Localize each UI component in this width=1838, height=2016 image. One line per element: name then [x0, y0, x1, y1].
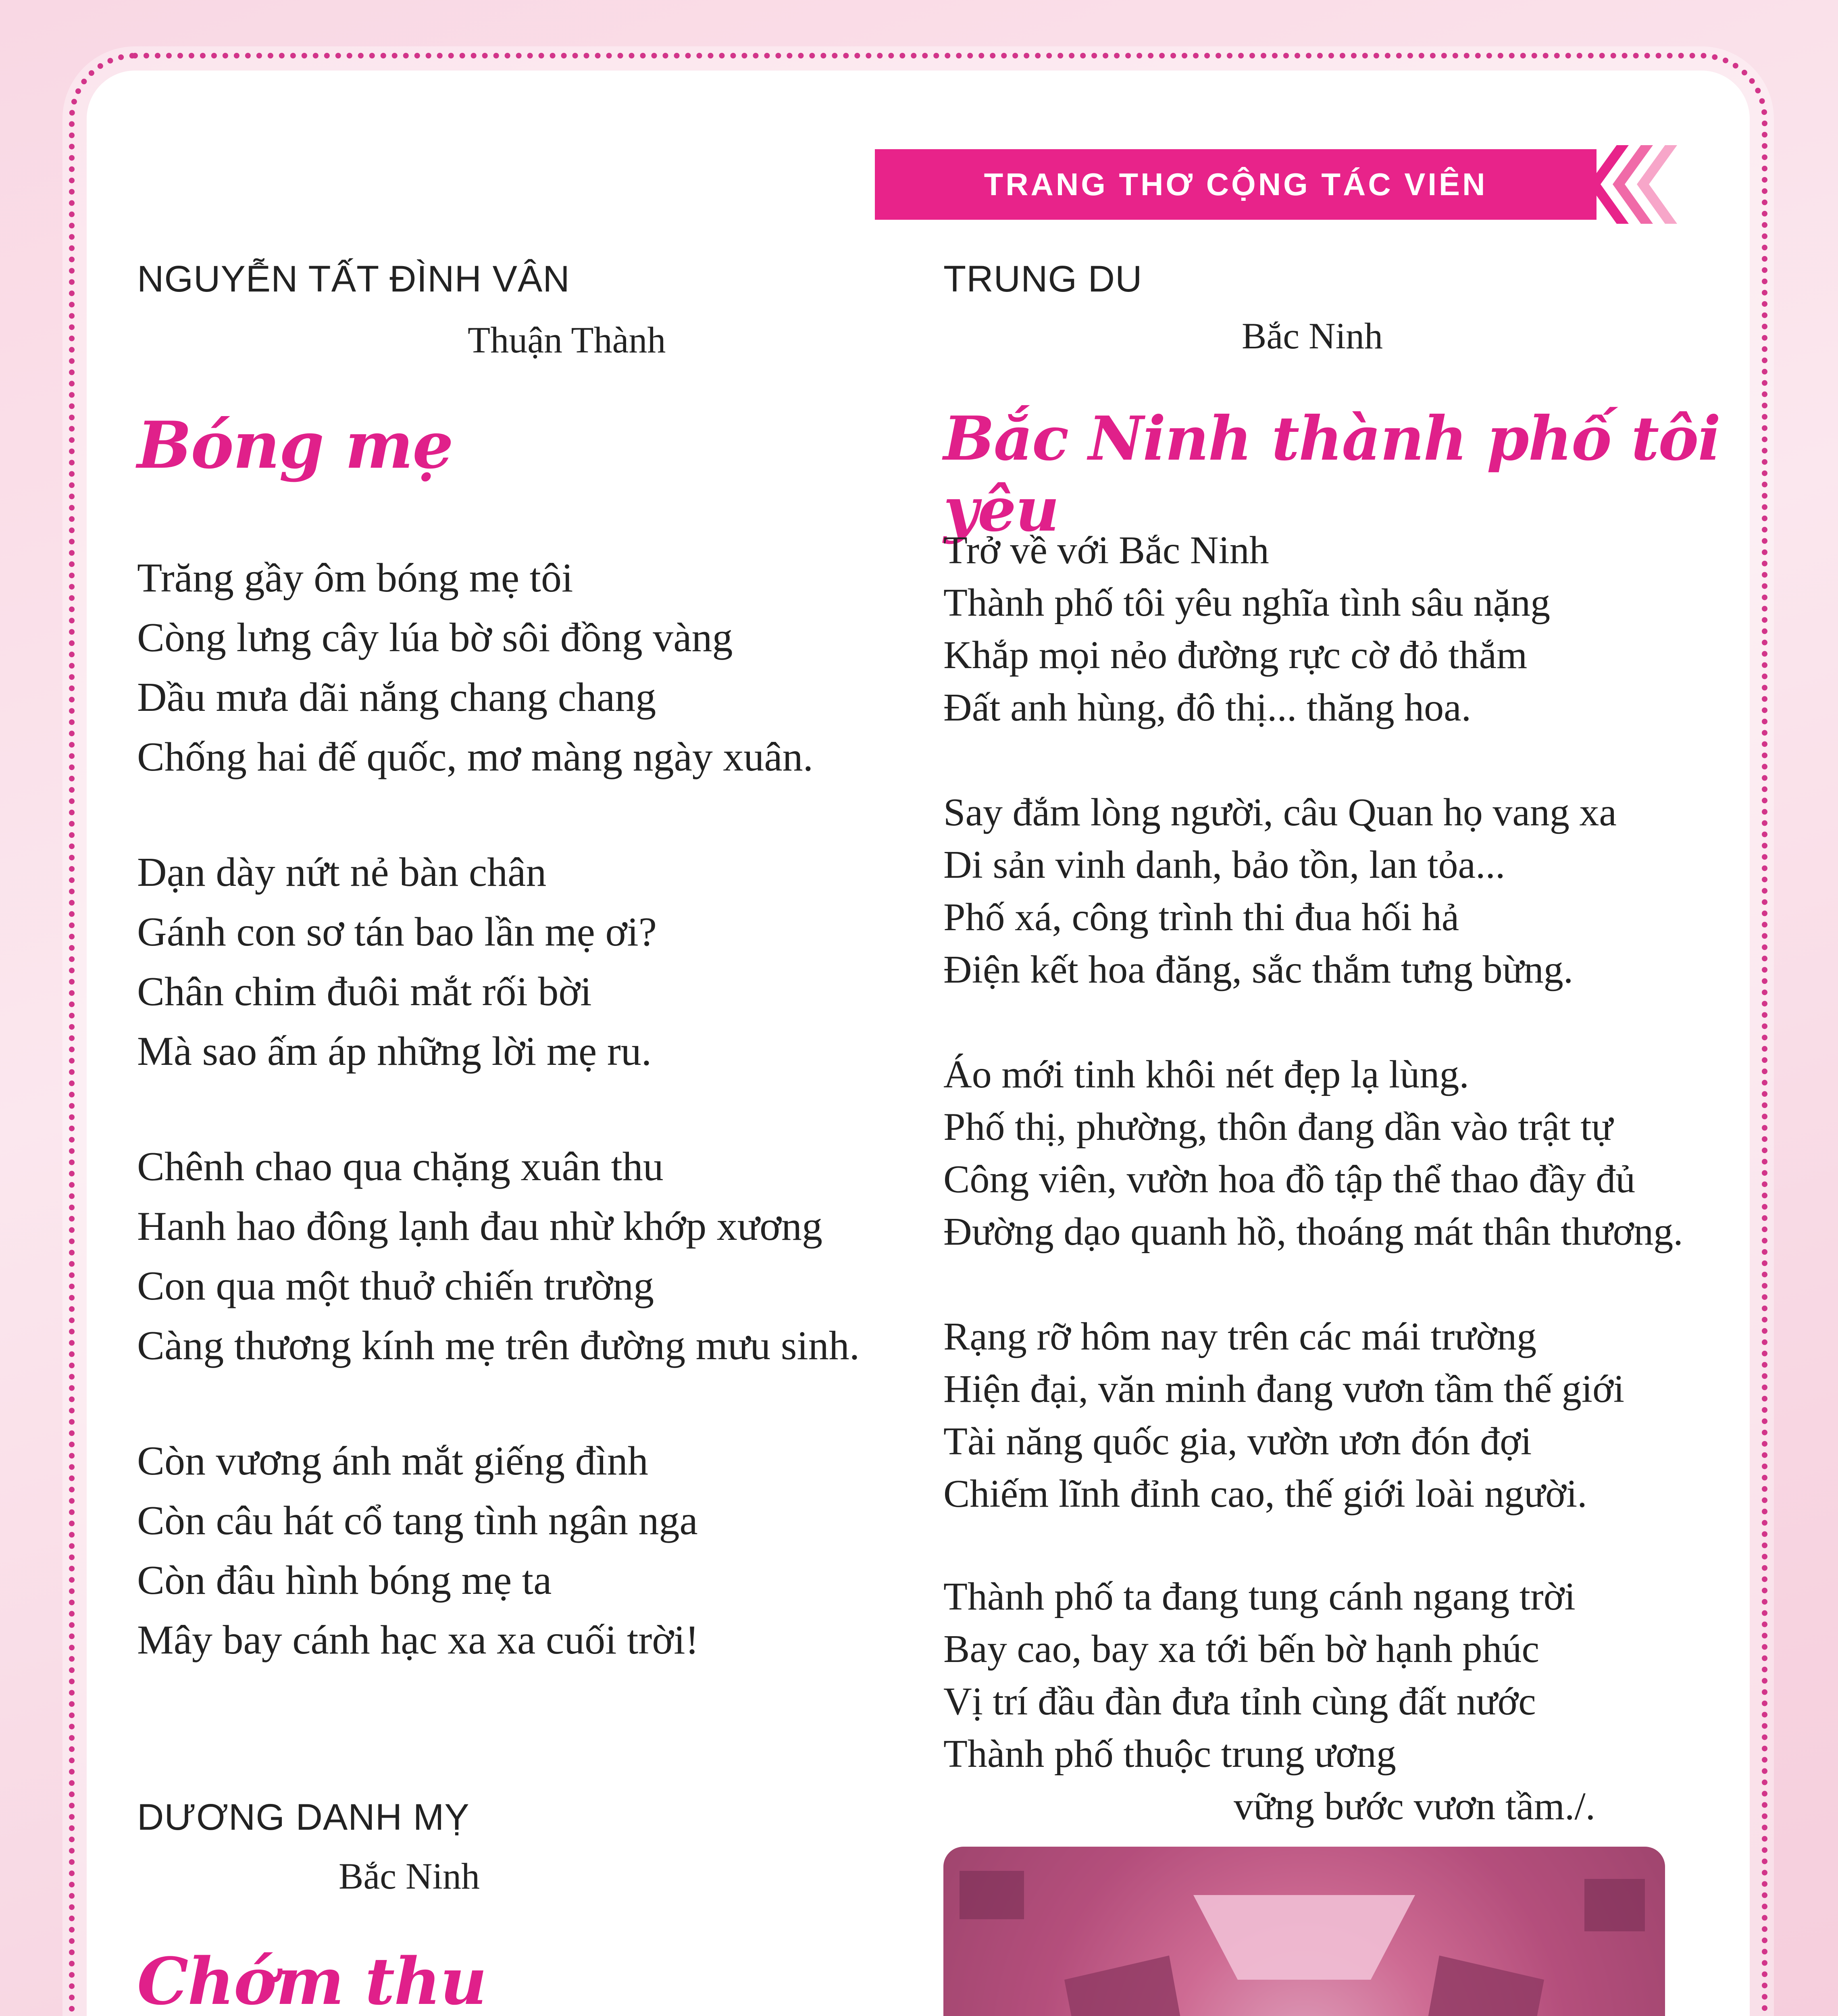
poem-3-place: Bắc Ninh: [1242, 315, 1383, 356]
verse-line: Thành phố tôi yêu nghĩa tình sâu nặng: [943, 581, 1551, 625]
poem-1-stanza-2: [137, 843, 657, 1081]
poem-3-stanza-4: [943, 1310, 1624, 1520]
verse-line: Vị trí đầu đàn đưa tỉnh cùng đất nước: [943, 1680, 1536, 1723]
verse-line: Bay cao, bay xa tới bến bờ hạnh phúc: [943, 1627, 1539, 1671]
poem-1-stanza-4: [137, 1431, 699, 1670]
verse-line: Còng lưng cây lúa bờ sôi đồng vàng: [137, 615, 733, 660]
verse-line: Hiện đại, văn minh đang vươn tầm thế giới: [943, 1367, 1625, 1411]
verse-line: Dầu mưa dãi nắng chang chang: [137, 675, 656, 720]
poem-1-stanza-1: [137, 548, 813, 787]
verse-line: Công viên, vườn hoa đồ tập thể thao đầy đủ: [943, 1158, 1636, 1201]
city-plaza-illustration: [943, 1847, 1665, 2016]
aerial-city-photo: [943, 1847, 1665, 2016]
verse-line: Gánh con sơ tán bao lần mẹ ơi?: [137, 909, 657, 955]
section-title: TRANG THƠ CỘNG TÁC VIÊN: [984, 167, 1488, 202]
verse-line: Rạng rỡ hôm nay trên các mái trường: [943, 1315, 1537, 1358]
verse-line: Chân chim đuôi mắt rối bời: [137, 969, 592, 1014]
poem-3-stanza-3: [943, 1048, 1683, 1258]
verse-line: Thành phố ta đang tung cánh ngang trời: [943, 1575, 1576, 1618]
poem-3-stanza-1: [943, 524, 1550, 734]
verse-line: Còn câu hát cổ tang tình ngân nga: [137, 1498, 698, 1543]
verse-line: Khắp mọi nẻo đường rực cờ đỏ thắm: [943, 633, 1528, 677]
verse-line: Phố xá, công trình thi đua hối hả: [943, 896, 1459, 939]
verse-line: Say đắm lòng người, câu Quan họ vang xa: [943, 791, 1617, 834]
verse-line: Con qua một thuở chiến trường: [137, 1263, 654, 1309]
poem-1-title: Bóng mẹ: [137, 407, 453, 483]
poem-1-place: Thuận Thành: [468, 319, 666, 360]
verse-line: Chênh chao qua chặng xuân thu: [137, 1144, 664, 1189]
poem-1-stanza-3: [137, 1137, 860, 1376]
poem-3-stanza-2: [943, 786, 1617, 996]
verse-line: Đất anh hùng, đô thị... thăng hoa.: [943, 686, 1472, 729]
verse-line: Dạn dày nứt nẻ bàn chân: [137, 850, 547, 895]
verse-line: Điện kết hoa đăng, sắc thắm tưng bừng.: [943, 948, 1574, 991]
poem-3-stanza-5: [943, 1570, 1595, 1833]
verse-line: Phố thị, phường, thôn đang dần vào trật tự: [943, 1105, 1613, 1149]
poem-3-author: TRUNG DU: [943, 258, 1143, 300]
section-header: [875, 149, 1597, 220]
verse-line: Tài năng quốc gia, vườn ươn đón đợi: [943, 1420, 1532, 1463]
verse-line-closing: vững bước vươn tầm./.: [1234, 1785, 1596, 1828]
poem-3-title: Bắc Ninh thành phố tôi yêu: [943, 403, 1720, 545]
verse-line: Càng thương kính mẹ trên đường mưu sinh.: [137, 1323, 860, 1368]
verse-line: Chiếm lĩnh đỉnh cao, thế giới loài người.: [943, 1472, 1587, 1516]
verse-line: Còn đâu hình bóng mẹ ta: [137, 1558, 552, 1603]
verse-line: Trở về với Bắc Ninh: [943, 529, 1269, 572]
verse-line: Chống hai đế quốc, mơ màng ngày xuân.: [137, 734, 814, 780]
chevron-left-icon: [1584, 145, 1677, 224]
verse-line: Mây bay cánh hạc xa xa cuối trời!: [137, 1617, 699, 1663]
poem-1-author: NGUYỄN TẤT ĐÌNH VÂN: [137, 258, 570, 300]
verse-line: Thành phố thuộc trung ương: [943, 1732, 1396, 1776]
poem-2-place: Bắc Ninh: [339, 1856, 480, 1897]
poem-2-author: DƯƠNG DANH MỴ: [137, 1797, 470, 1838]
verse-line: Còn vương ánh mắt giếng đình: [137, 1438, 648, 1484]
verse-line: Hanh hao đông lạnh đau nhừ khớp xương: [137, 1204, 823, 1249]
verse-line: Đường dạo quanh hồ, thoáng mát thân thương.: [943, 1210, 1683, 1254]
poem-2-title: Chớm thu: [137, 1943, 486, 2016]
verse-line: Mà sao ấm áp những lời mẹ ru.: [137, 1029, 652, 1074]
verse-line: Áo mới tinh khôi nét đẹp lạ lùng.: [943, 1053, 1469, 1096]
verse-line: Trăng gầy ôm bóng mẹ tôi: [137, 555, 573, 601]
verse-line: Di sản vinh danh, bảo tồn, lan tỏa...: [943, 843, 1505, 887]
